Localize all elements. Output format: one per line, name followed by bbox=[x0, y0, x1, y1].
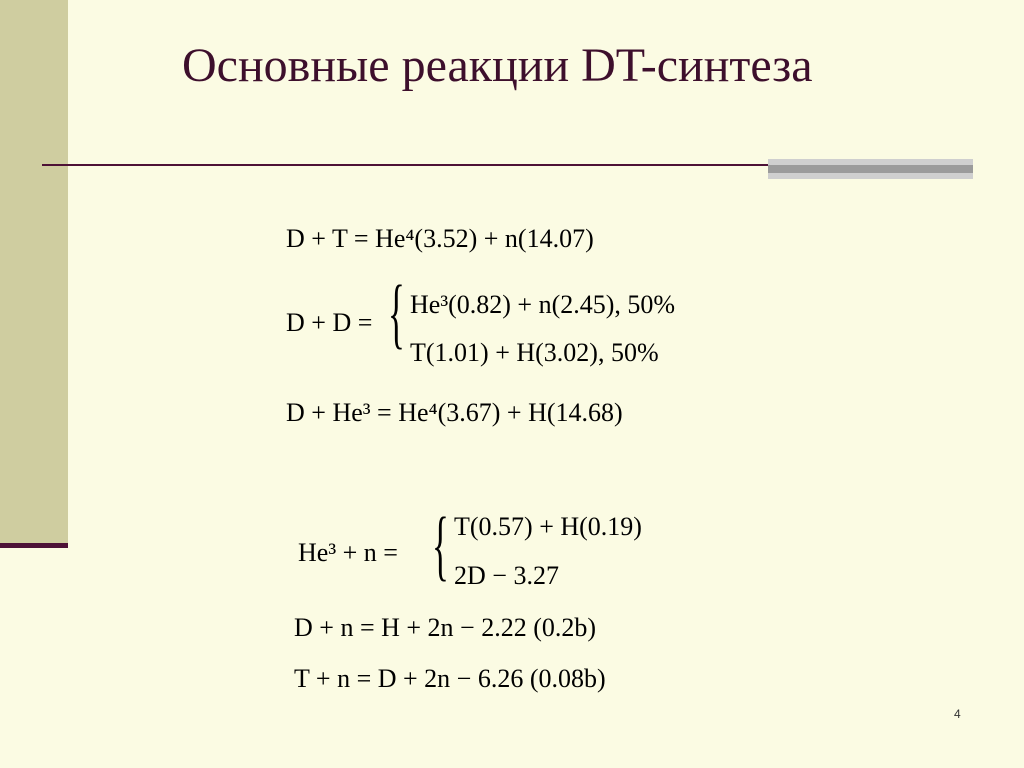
reaction-tn-text: T + n = D + 2n − 6.26 (0.08b) bbox=[294, 664, 606, 693]
reaction-dd-branch-1 bbox=[410, 292, 675, 318]
reaction-dn-text: D + n = H + 2n − 2.22 (0.2b) bbox=[294, 613, 597, 642]
reaction-he3n-branch-2 bbox=[454, 563, 559, 589]
reaction-dd-lhs bbox=[286, 310, 372, 336]
slide-title: Основные реакции DT-синтеза bbox=[182, 39, 813, 92]
reaction-dhe3 bbox=[286, 400, 623, 426]
reaction-dt bbox=[286, 226, 594, 252]
reaction-he3n-branch-2-text: 2D − 3.27 bbox=[454, 561, 559, 590]
reaction-dd-branch-2-text: T(1.01) + H(3.02), 50% bbox=[410, 338, 659, 367]
reaction-he3n-lhs bbox=[298, 540, 398, 566]
reaction-he3n-lhs-text: He³ + n = bbox=[298, 538, 398, 567]
reaction-he3n-branch-1 bbox=[454, 514, 642, 540]
side-rule bbox=[0, 543, 68, 548]
reaction-he3n-branch-1-text: T(0.57) + H(0.19) bbox=[454, 512, 642, 541]
reaction-dd-branch-2 bbox=[410, 340, 659, 366]
reaction-dd-branch-1-text: He³(0.82) + n(2.45), 50% bbox=[410, 290, 676, 319]
reaction-dn bbox=[294, 615, 596, 641]
reaction-dhe3-text: D + He³ = He⁴(3.67) + H(14.68) bbox=[286, 398, 623, 427]
side-band bbox=[0, 0, 68, 546]
page-number: 4 bbox=[954, 707, 961, 721]
reaction-tn bbox=[294, 666, 606, 692]
accent-bar bbox=[768, 159, 973, 179]
brace-dd: { bbox=[388, 269, 405, 356]
reaction-dd-lhs-text: D + D = bbox=[286, 308, 373, 337]
reaction-dt-text: D + T = He⁴(3.52) + n(14.07) bbox=[286, 224, 594, 253]
title-rule bbox=[42, 164, 774, 166]
brace-he3n: { bbox=[432, 501, 449, 588]
